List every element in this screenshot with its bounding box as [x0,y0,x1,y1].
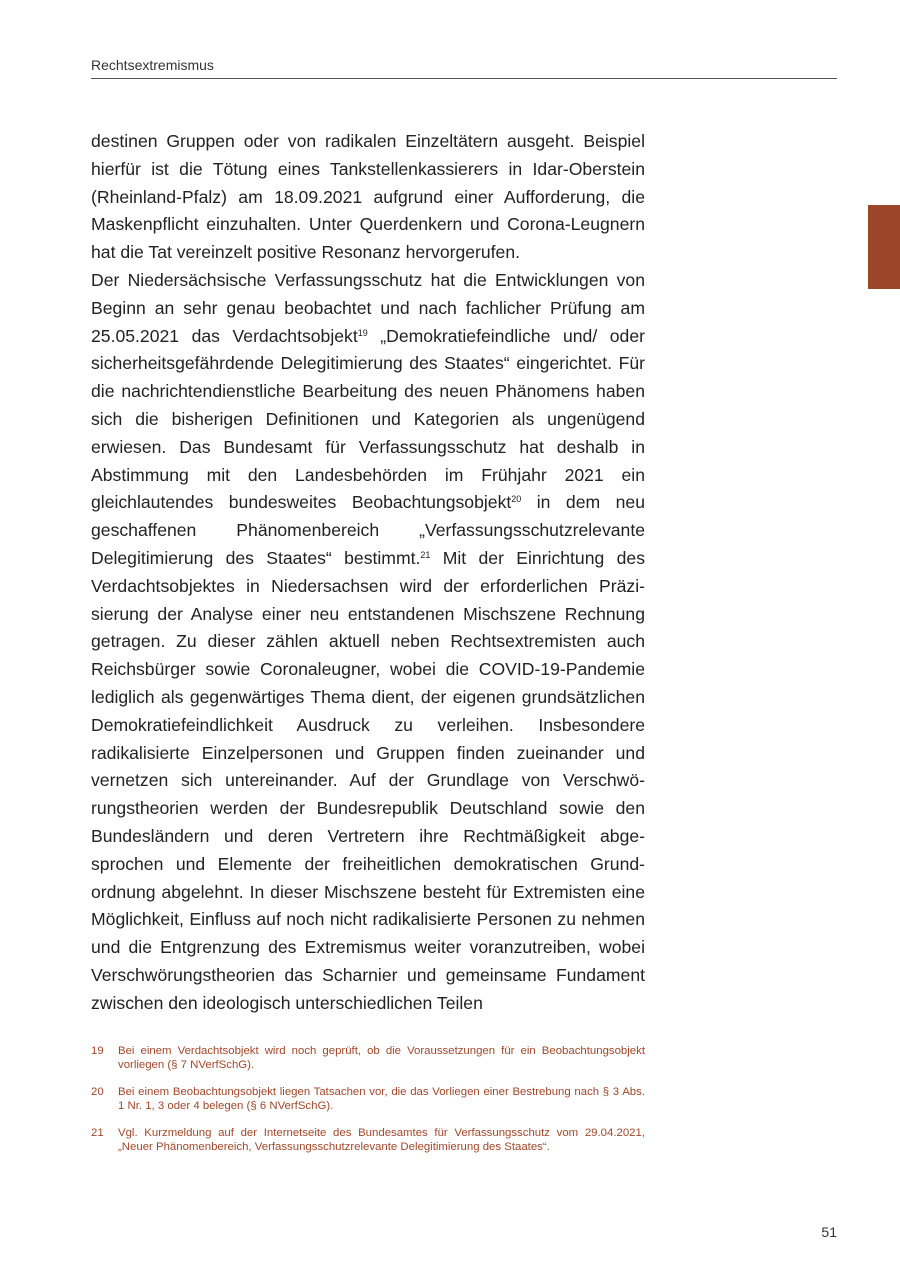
paragraph-2-part-c: in dem neu geschaffenen Phänomenbereich „Verfassungsschutzrelevante Delegitimierung des Staates“ bestimmt. [91,492,645,568]
paragraph-2-part-a: Der Niedersächsische Verfassungsschutz hat die Entwicklungen von Beginn an sehr genau beobachtet und nach fachlicher Prüfung am 25.05.2021 das Verdachtsobjekt [91,269,645,346]
footnote-number: 19 [91,1045,104,1057]
footnote-text: Bei einem Verdachtsobjekt wird noch geprüft, ob die Voraussetzungen für ein Beobachtungsobjekt vorliegen (§ 7 NVerfSchG). [118,1045,645,1072]
page-number: 51 [821,1224,837,1240]
footnote-21 [91,1126,645,1155]
paragraph-2-part-b: „Demokratiefeindliche und/ oder sicherheitsgefährdende Delegitimierung des Staates“ eingerichtet. Für die nachrichtendienstliche Bearbeitung des neuen Phänomens haben sich die bisherigen Definitionen und Kategorien als ungenügend erwiesen. Das Bundesamt für Verfassungsschutz hat deshalb in Abstimmung mit den Landesbehörden im Frühjahr 2021 ein gleichlautendes bundesweites Beobachtungsobjekt [91,325,645,513]
footnote-20 [91,1085,645,1114]
main-text [91,128,645,1018]
footnote-text: Vgl. Kurzmeldung auf der Internetseite des Bundesamtes für Verfassungsschutz vom 29.04.2021, „Neuer Phänomenbereich, Verfassungsschutzrelevante Delegitimierung des Staates“. [118,1126,645,1154]
footnote-text: Bei einem Beobachtungsobjekt liegen Tatsachen vor, die das Vorliegen einer Bestrebung nach § 3 Abs. 1 Nr. 1, 3 oder 4 belegen (§ 6 NVerfSchG). [118,1085,645,1113]
footnote-19 [91,1044,645,1073]
paragraph-2 [91,267,645,1018]
chapter-tab-marker [868,205,900,289]
footnotes [91,1044,645,1166]
footnote-number: 20 [91,1085,104,1098]
footnote-ref-21[interactable]: 21 [420,549,431,560]
footnote-number: 21 [91,1126,104,1139]
paragraph-2-part-d: Mit der Einrichtung des Verdachtsobjektes in Niedersachsen wird der erforderlichen Präzisierung der Analyse einer neu entstandenen Mischszene Rechnung getragen. Zu dieser zählen aktuell neben Rechtsextremisten auch Reichsbürger sowie Coronaleugner, wobei die COVID-19-Pandemie lediglich als gegenwärtiges Thema dient, der eigenen grundsätzlichen Demokratiefeindlichkeit Ausdruck zu verleihen. Insbesondere radikalisierte Einzelpersonen und Gruppen finden zueinander und vernetzen sich untereinander. Auf der Grundlage von Verschwörungstheorien werden der Bundesrepublik Deutschland sowie den Bundesländern und deren Vertretern ihre Rechtmäßigkeit abgesprochen und Elemente der freiheitlichen demokratischen Grundordnung abgelehnt. In dieser Mischszene besteht für Extremisten eine Möglichkeit, Einfluss auf noch nicht radikalisierte Personen zu nehmen und die Entgrenzung des Extremismus weiter voranzutreiben, wobei Verschwörungstheorien das Scharnier und gemeinsame Fundament zwischen den ideologisch unterschiedlichen Teilen [91,547,645,1013]
running-header: Rechtsextremismus [91,57,837,79]
paragraph-1: destinen Gruppen oder von radikalen Einzeltätern ausgeht. Beispiel hierfür ist die Tötung eines Tankstellenkassierers in Idar-Oberstein (Rheinland-Pfalz) am 18.09.2021 aufgrund einer Aufforderung, die Maskenpflicht einzuhalten. Unter Querdenkern und Corona-Leugnern hat die Tat vereinzelt positive Resonanz hervorgerufen. [91,131,645,263]
footnote-ref-20[interactable]: 20 [511,494,522,505]
footnote-ref-19[interactable]: 19 [357,327,368,338]
